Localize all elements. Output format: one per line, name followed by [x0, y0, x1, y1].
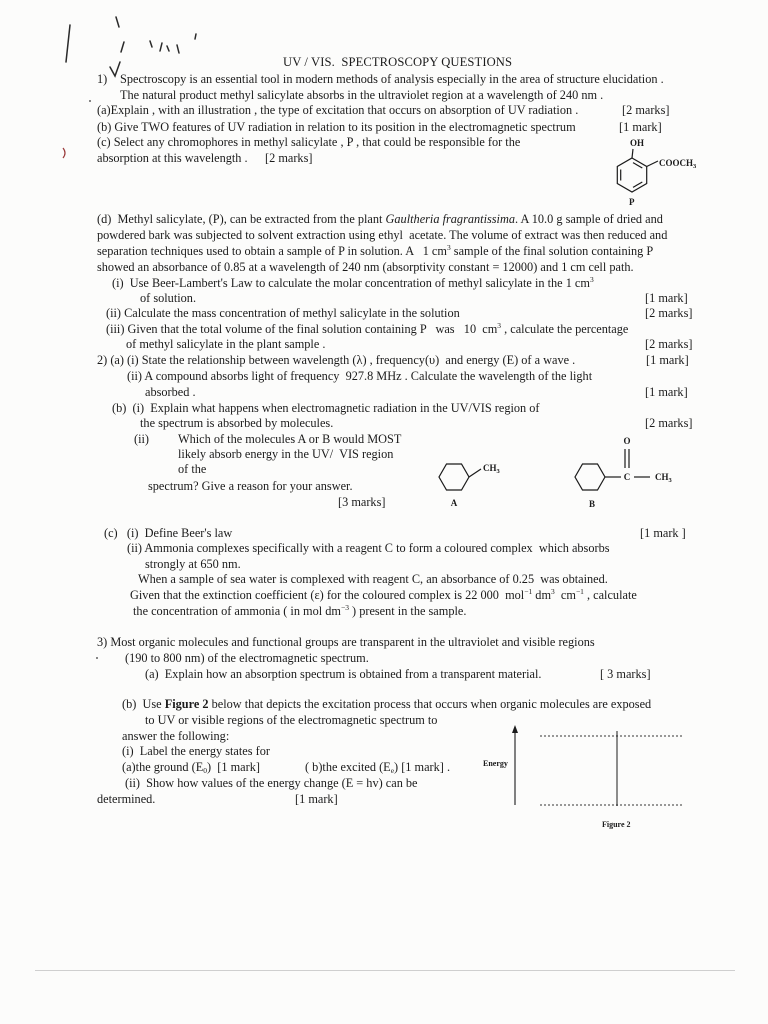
q1-number: 1) [97, 72, 108, 86]
q2-part-c-ii-text: dm [532, 588, 552, 602]
marks-label: [1 mark ] [640, 526, 686, 540]
q1-part-d-line-2: powdered bark was subjected to solvent extraction using ethyl acetate. The volume of extract was then reduced and [97, 228, 668, 242]
q2-part-c-ii-text: the concentration of ammonia ( in mol dm [133, 604, 341, 618]
marks-label: [1 mark] [295, 792, 338, 806]
q2-part-c-ii-line-5 [133, 604, 466, 620]
q1-part-a: (a)Explain , with an illustration , the type of excitation that occurs on absorption of UV radiation . [97, 103, 579, 117]
q2-part-b-ii-line-2: likely absorb energy in the UV/ VIS region [178, 447, 394, 461]
q3-part-b-sub-ii-line-1: (ii) Show how values of the energy change (E = hv) can be [125, 776, 418, 790]
superscript: 3 [551, 587, 555, 596]
q2-part-a-ii-line-1: (ii) A compound absorbs light of frequency 927.8 MHz . Calculate the wavelength of the light [127, 369, 593, 383]
q1-part-d-line-3 [97, 244, 653, 260]
q2-part-c-ii-line-3: When a sample of sea water is complexed with reagent C, an absorbance of 0.25 was obtained. [138, 572, 608, 586]
q3-intro-line-1: 3) Most organic molecules and functional groups are transparent in the ultraviolet and visible regions [97, 635, 595, 649]
q3-part-b-sub-ii-line-2: determined. [97, 792, 156, 806]
q1-part-d-text: sample of the final solution containing P [450, 244, 654, 258]
q1-part-d-sub-i-text: (i) Use Beer-Lambert's Law to calculate the molar concentration of methyl salicylate in the 1 cm [112, 276, 590, 290]
marks-label: [2 marks] [645, 306, 693, 320]
molecule-label-a: A [450, 498, 458, 508]
q3-part-b-sub-i-b [305, 760, 450, 776]
marks-label: [2 marks] [645, 416, 693, 430]
q3-part-b-sub-i: (i) Label the energy states for [122, 744, 270, 758]
superscript: −1 [524, 587, 533, 596]
plant-species-name: Gaultheria fragrantissima [385, 212, 516, 226]
figure-reference: Figure 2 [164, 697, 209, 711]
q3-intro-line-2: (190 to 800 nm) of the electromagnetic spectrum. [125, 651, 369, 665]
marks-label: [ 3 marks] [600, 667, 651, 681]
q2-part-c-ii-text: ) present in the sample. [348, 604, 467, 618]
q1-part-d-text: (d) Methyl salicylate, (P), can be extracted from the plant [97, 212, 386, 226]
molecule-b-structure [565, 430, 695, 510]
oxygen-label: O [623, 436, 631, 446]
marks-label: [1 mark] [645, 385, 688, 399]
marks-label: [1 mark] [619, 120, 662, 134]
marks-label: [3 marks] [338, 495, 386, 509]
q1-intro-line-2: The natural product methyl salicylate absorbs in the ultraviolet region at a wavelength of 240 nm . [120, 88, 604, 102]
carbonyl-carbon-label: C [623, 472, 631, 482]
q1-part-d-sub-iii-line-2: of methyl salicylate in the plant sample . [126, 337, 326, 351]
methyl-salicylate-structure [600, 135, 710, 210]
marks-label: [1 mark] [645, 291, 688, 305]
molecule-label-b: B [588, 499, 596, 509]
q2-part-c-ii-line-1: (ii) Ammonia complexes specifically with a reagent C to form a coloured complex which absorbs [127, 541, 610, 555]
q2-part-a-ii-line-2: absorbed . [145, 385, 196, 399]
q2-part-b-ii-line-1: Which of the molecules A or B would MOST [178, 432, 402, 446]
q3-part-a: (a) Explain how an absorption spectrum is obtained from a transparent material. [145, 667, 542, 681]
structure-label-p: P [629, 197, 635, 207]
q2-part-b-i-line-2: the spectrum is absorbed by molecules. [140, 416, 334, 430]
molecule-a-structure [430, 450, 510, 510]
q1-part-d-text: separation techniques used to obtain a sample of P in solution. A 1 cm [97, 244, 447, 258]
q2-part-b-ii-number: (ii) [134, 432, 150, 446]
marks-label: [2 marks] [645, 337, 693, 351]
q1-part-d-sub-ii: (ii) Calculate the mass concentration of methyl salicylate in the solution [106, 306, 460, 320]
superscript: −1 [575, 587, 584, 596]
q3-part-b-line-1 [122, 697, 651, 711]
q2-part-c-ii-line-2: strongly at 650 nm. [145, 557, 241, 571]
methyl-label: $CH_3$ [483, 463, 500, 475]
q2-part-c-ii-text: cm [554, 588, 576, 602]
scan-edge-line [35, 970, 735, 971]
q1-part-c-line-1: (c) Select any chromophores in methyl salicylate , P , that could be responsible for the [97, 135, 521, 149]
q1-part-d-sub-iii-text: , calculate the percentage [501, 322, 629, 336]
q3-part-b-line-2: to UV or visible regions of the electromagnetic spectrum to [145, 713, 438, 727]
q3-part-b-text: (b) Use [122, 697, 165, 711]
q2-part-b-i-line-1: (b) (i) Explain what happens when electromagnetic radiation in the UV/VIS region of [112, 401, 540, 415]
q2-part-a-i: 2) (a) (i) State the relationship between wavelength (λ) , frequency(υ) and energy (E) of a wave . [97, 353, 576, 367]
q1-part-d-line-4: showed an absorbance of 0.85 at a wavelength of 240 nm (absorptivity constant = 12000) and 1 cm cell path. [97, 260, 634, 274]
subscript: 0 [203, 766, 208, 775]
q1-part-d-sub-iii-line-1 [106, 322, 628, 338]
q1-part-d-sub-i-line-1 [112, 276, 594, 292]
q3-part-b-sub-i-b-text: ( b)the excited (E [305, 760, 391, 774]
q2-part-c-i: (c) (i) Define Beer's law [104, 526, 233, 540]
q1-intro-line-1: Spectroscopy is an essential tool in modern methods of analysis especially in the area of structure elucidation . [120, 72, 664, 86]
marks-label: [2 marks] [622, 103, 670, 117]
q1-part-d-sub-i-line-2: of solution. [140, 291, 197, 305]
q3-part-b-line-3: answer the following: [122, 729, 230, 743]
page-title: UV / VIS. SPECTROSCOPY QUESTIONS [283, 55, 513, 69]
hydroxyl-label: OH [630, 138, 645, 148]
marks-label: [1 mark] [646, 353, 689, 367]
q2-part-b-ii-line-4: spectrum? Give a reason for your answer. [148, 479, 353, 493]
q1-part-b: (b) Give TWO features of UV radiation in relation to its position in the electromagnetic spectrum [97, 120, 576, 134]
arrowhead-icon [512, 725, 518, 733]
q2-part-c-ii-line-4 [130, 588, 637, 604]
superscript: 3 [446, 243, 451, 252]
figure-caption: Figure 2 [602, 820, 631, 829]
q3-part-b-sub-i-b-text: ) [1 mark] . [394, 760, 451, 774]
energy-axis-label: Energy [483, 759, 508, 768]
q1-part-d-text: . A 10.0 g sample of dried and [515, 212, 663, 226]
methyl-label: $CH_3$ [655, 472, 672, 484]
superscript: 3 [589, 275, 594, 284]
superscript: 3 [497, 321, 502, 330]
marks-label: [2 marks] [265, 151, 313, 165]
q1-part-d-sub-iii-text: (iii) Given that the total volume of the final solution containing P was 10 cm [106, 322, 498, 336]
superscript: −3 [340, 603, 349, 612]
q3-part-b-sub-i-a-text: (a)the ground (E [122, 760, 204, 774]
q1-part-d-line-1 [97, 212, 663, 226]
q3-part-b-sub-i-a-text: ) [1 mark] [207, 760, 260, 774]
q3-part-b-sub-i-a [122, 760, 260, 776]
q2-part-c-ii-text: Given that the extinction coefficient (ε) for the coloured complex is 22 000 mol [130, 588, 525, 602]
q3-part-b-text: below that depicts the excitation process that occurs when organic molecules are exposed [208, 697, 652, 711]
q1-part-c-line-2: absorption at this wavelength . [97, 151, 248, 165]
q2-part-b-ii-line-3: of the [178, 462, 207, 476]
figure-2-energy-diagram [470, 715, 695, 835]
q2-part-c-ii-text: , calculate [583, 588, 637, 602]
subscript: e [390, 766, 395, 775]
ester-label: $COOCH_3$ [659, 158, 697, 170]
